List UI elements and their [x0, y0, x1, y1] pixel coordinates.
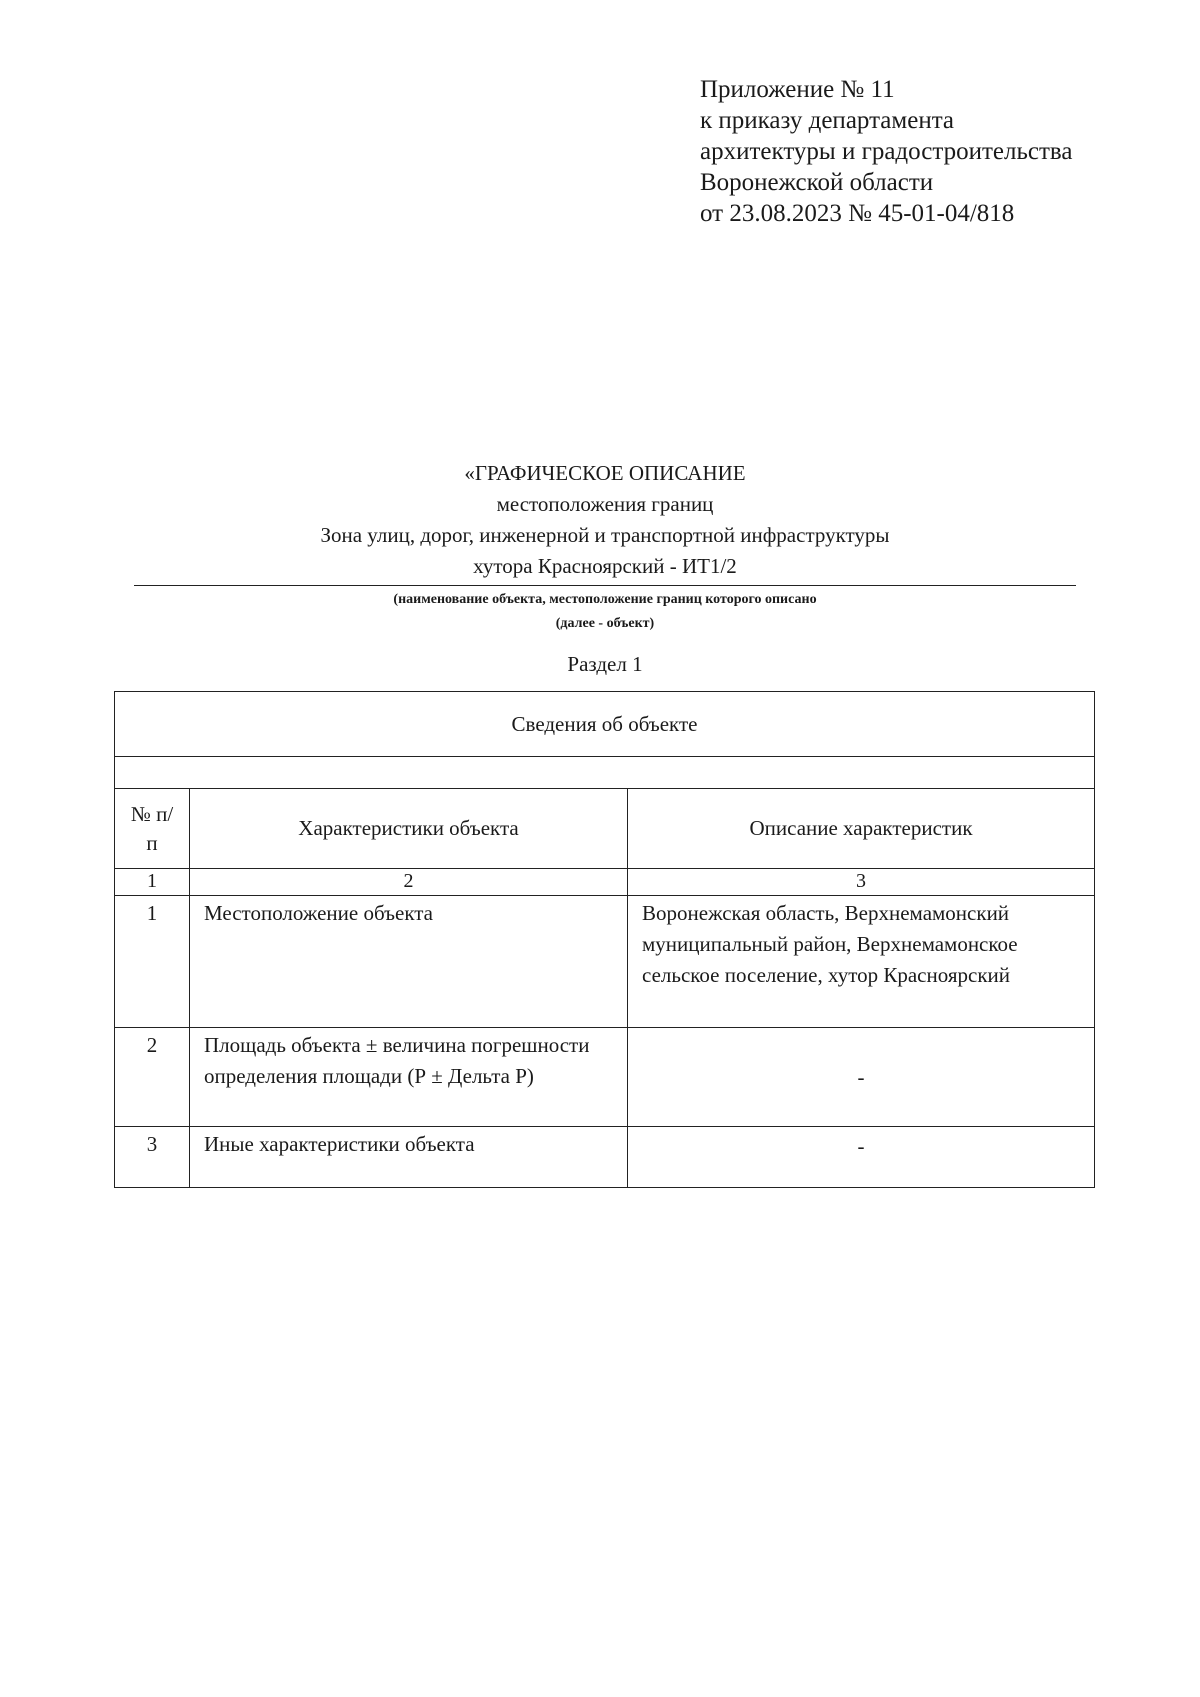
title-line: хутора Красноярский - ИТ1/2 — [473, 554, 737, 578]
appendix-line: архитектуры и градостроительства — [700, 138, 1073, 165]
column-number: 1 — [115, 869, 190, 896]
header-characteristic: Характеристики объекта — [190, 789, 628, 869]
header-description: Описание характеристик — [628, 789, 1095, 869]
table-caption: Сведения об объекте — [115, 692, 1095, 757]
object-info-table — [114, 691, 1095, 1188]
blank-cell — [115, 757, 1095, 789]
row-description: - — [628, 1127, 1095, 1188]
title-line: «ГРАФИЧЕСКОЕ ОПИСАНИЕ — [464, 461, 746, 485]
appendix-block — [700, 74, 1072, 229]
section-heading: Раздел 1 — [567, 652, 643, 676]
appendix-line: Воронежской области — [700, 169, 934, 196]
title-line: местоположения границ — [496, 492, 714, 516]
appendix-line: к приказу департамента — [700, 107, 955, 134]
title-note — [134, 588, 1076, 636]
row-number: 1 — [115, 896, 190, 1028]
row-number: 2 — [115, 1028, 190, 1127]
appendix-line: Приложение № 11 — [700, 76, 895, 103]
header-number-label: № п/п — [130, 801, 174, 855]
header-number — [115, 789, 190, 869]
row-characteristic: Иные характеристики объекта — [190, 1127, 628, 1188]
table-caption-row — [115, 692, 1095, 757]
table-row — [115, 896, 1095, 1028]
row-characteristic: Местоположение объекта — [190, 896, 628, 1028]
row-description: Воронежская область, Верхнемамонский муниципальный район, Верхнемамонское сельское поселение, хутор Красноярский — [628, 896, 1095, 1028]
title-line: Зона улиц, дорог, инженерной и транспортной инфраструктуры — [320, 523, 890, 547]
table-header-row — [115, 789, 1095, 869]
table-blank-row — [115, 757, 1095, 789]
row-number: 3 — [115, 1127, 190, 1188]
document-title — [134, 458, 1076, 636]
table-row — [115, 1028, 1095, 1127]
note-line: (наименование объекта, местоположение границ которого описано — [393, 592, 817, 607]
appendix-line: от 23.08.2023 № 45-01-04/818 — [700, 200, 1015, 227]
column-number: 2 — [190, 869, 628, 896]
column-number: 3 — [628, 869, 1095, 896]
row-characteristic: Площадь объекта ± величина погрешности определения площади (Р ± Дельта Р) — [190, 1028, 628, 1127]
row-description: - — [628, 1028, 1095, 1127]
table-row — [115, 1127, 1095, 1188]
column-number-row — [115, 869, 1095, 896]
note-line: (далее - объект) — [555, 616, 655, 631]
title-underline — [134, 585, 1076, 586]
